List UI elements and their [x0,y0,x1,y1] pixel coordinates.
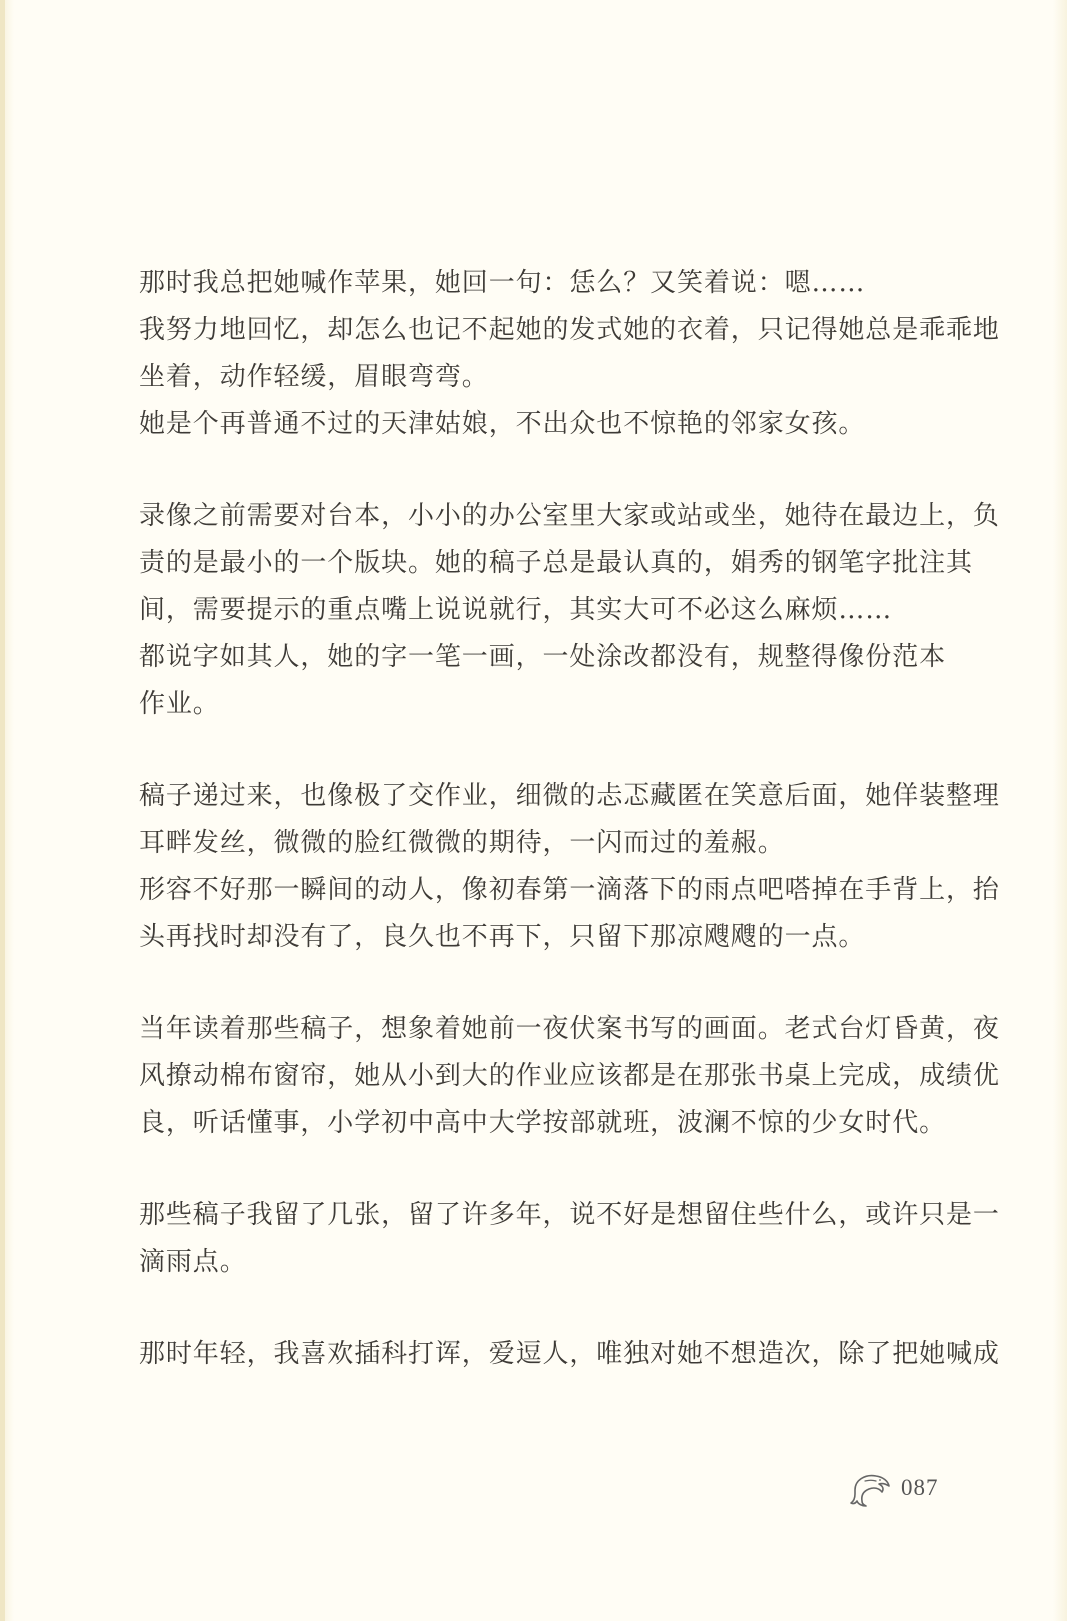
paragraph-6 [139,1331,1000,1378]
text-line: 责的是最小的一个版块。她的稿子总是最认真的，娟秀的钢笔字批注其 [139,548,973,578]
text-line: 我努力地回忆，却怎么也记不起她的发式她的衣着，只记得她总是乖乖地 [139,315,1000,345]
body-text [139,260,1000,1423]
text-line: 她是个再普通不过的天津姑娘，不出众也不惊艳的邻家女孩。 [139,409,866,439]
text-line: 风撩动棉布窗帘，她从小到大的作业应该都是在那张书桌上完成，成绩优 [139,1061,1000,1091]
paragraph-5 [139,1192,1000,1286]
text-line: 间，需要提示的重点嘴上说说就行，其实大可不必这么麻烦…… [139,595,893,625]
text-line: 那些稿子我留了几张，留了许多年，说不好是想留住些什么，或许只是一 [139,1200,1000,1230]
page-binding-edge [0,0,5,1621]
text-line: 都说字如其人，她的字一笔一画，一处涂改都没有，规整得像份范本 [139,642,947,672]
text-line: 稿子递过来，也像极了交作业，细微的忐忑藏匿在笑意后面，她佯装整理 [139,781,1000,811]
text-line: 当年读着那些稿子，想象着她前一夜伏案书写的画面。老式台灯昏黄，夜 [139,1014,1000,1044]
paragraph-3 [139,773,1000,961]
text-line: 那时年轻，我喜欢插科打诨，爱逗人，唯独对她不想造次，除了把她喊成 [139,1339,1000,1369]
page-number: 087 [901,1475,939,1500]
text-line: 录像之前需要对台本，小小的办公室里大家或站或坐，她待在最边上，负 [139,501,1000,531]
text-line: 作业。 [139,689,220,719]
text-line: 头再找时却没有了，良久也不再下，只留下那凉飕飕的一点。 [139,922,866,952]
paragraph-1 [139,260,1000,448]
text-line: 那时我总把她喊作苹果，她回一句：恁么？又笑着说：嗯…… [139,268,866,298]
paragraph-2 [139,493,1000,728]
paragraph-4 [139,1006,1000,1147]
text-line: 坐着，动作轻缓，眉眼弯弯。 [139,362,489,392]
text-line: 滴雨点。 [139,1247,247,1277]
page-folio [849,1468,939,1508]
text-line: 耳畔发丝，微微的脸红微微的期待，一闪而过的羞赧。 [139,828,785,858]
text-line: 形容不好那一瞬间的动人，像初春第一滴落下的雨点吧嗒掉在手背上，抬 [139,875,1000,905]
text-line: 良，听话懂事，小学初中高中大学按部就班，波澜不惊的少女时代。 [139,1108,947,1138]
dolphin-icon [849,1468,891,1508]
